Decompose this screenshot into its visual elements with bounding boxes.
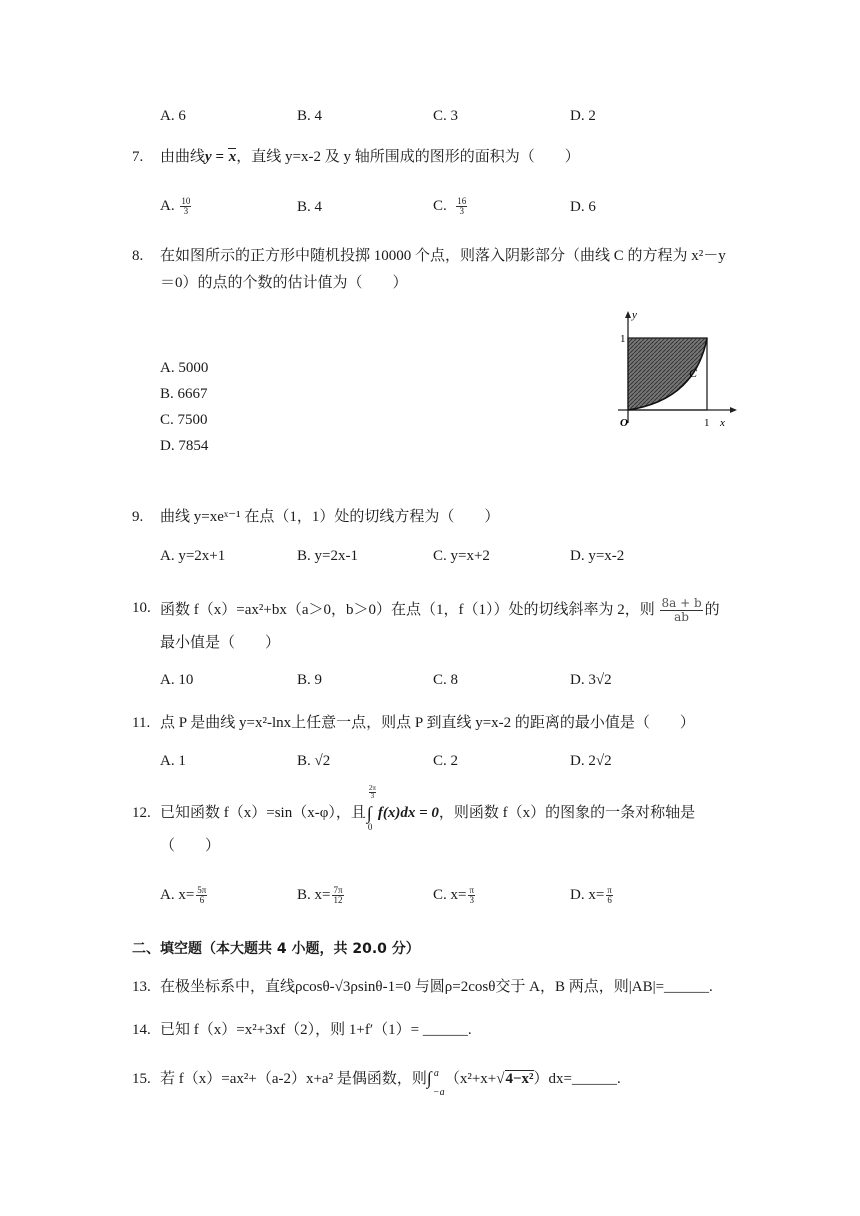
q10-option-b: B. 9 [297,672,323,688]
q12-stem-line2: （ ） [160,838,221,854]
q11-option-b: B. √2 [297,753,331,769]
q14-stem: 已知 f（x）=x²+3xf（2），则 1+f′（1）= ______. [160,1022,472,1038]
q10-option-a: A. 10 [160,672,194,688]
q7-stem-a: 由曲线 [160,149,206,165]
q9-option-c: C. y=x+2 [433,548,490,564]
q11-stem: 点 P 是曲线 y=x²-lnx上任意一点，则点 P 到直线 y=x-2 的距离的最小值是（ ） [160,715,695,731]
q12-option-d: D. x= $\frac{\pi}{6}$ [570,885,612,905]
q15-integral: ∫ a −a [426,1067,445,1098]
q8-stem-line2: ＝0）的点的个数的估计值为（ ） [160,275,408,291]
q10-option-c: C. 8 [433,672,459,688]
q8-figure [610,305,740,435]
q13-stem: 在极坐标系中，直线ρcosθ-√3ρsinθ-1=0 与圆ρ=2cosθ交于 A，B 两点，则|AB|=______. [160,979,713,995]
q9-option-d: D. y=x-2 [570,548,625,564]
q15-sqrt: 4−x² [505,1071,534,1087]
q8-origin: O [620,417,628,429]
q8-option-b: B. 6667 [160,386,208,402]
q9-option-b: B. y=2x-1 [297,548,358,564]
q9-stem: 曲线 y=xeˣ⁻¹ 在点（1，1）处的切线方程为（ ） [160,509,500,525]
q9-option-a: A. y=2x+1 [160,548,226,564]
q10-option-d: D. 3√2 [570,672,612,688]
q10-option-d-value: 3√2 [588,672,612,688]
q7-option-b: B. 4 [297,199,323,215]
q11-number: 11. [132,715,151,731]
q11-option-b-value: √2 [314,753,331,769]
q13-number: 13. [132,979,151,995]
q8-stem-line1: 在如图所示的正方形中随机投掷 10000 个点，则落入阴影部分（曲线 C 的方程为 x²－y [160,248,726,264]
q8-one-x: 1 [704,417,710,429]
q7-number: 7. [132,149,144,165]
q12-upper-limit: 2π 3 [368,783,376,800]
q8-curve-label: C [689,366,698,380]
q10-stem-line2: 最小值是（ ） [160,635,281,651]
q10-stem-line1: 函数 f（x）=ax²+bx（a＞0，b＞0）在点（1，f（1））处的切线斜率为 2，则 $\frac{8a + b}{ab}$ 的 [160,596,720,624]
q8-option-c: C. 7500 [160,412,208,428]
q7-option-c: C. $\frac{16}{3}$ [433,196,467,216]
q8-x-label: x [720,417,725,429]
q12-option-b: B. x= $\frac{7\pi}{12}$ [297,885,343,905]
q12-option-a: A. x= $\frac{5\pi}{6}$ [160,885,207,905]
q6-option-b: B. 4 [297,108,323,124]
q12-stem: 已知函数 f（x）=sin（x-φ），且 2π 3 ∫ 0 f(x)dx = 0，则函数 f（x）的图象的一条对称轴是 [160,783,696,832]
q11-option-a: A. 1 [160,753,186,769]
q8-y-label: y [632,309,637,321]
q15-number: 15. [132,1071,151,1087]
q6-option-a: A. 6 [160,108,186,124]
q14-number: 14. [132,1022,151,1038]
q9-number: 9. [132,509,144,525]
q8-one-y: 1 [620,333,626,345]
q10-number: 10. [132,600,151,616]
q7-stem-b: ，直线 y=x-2 及 y 轴所围成的图形的面积为（ ） [236,149,580,165]
q7-option-d: D. 6 [570,199,596,215]
q12-option-c: C. x= $\frac{\pi}{3}$ [433,885,475,905]
q6-option-d: D. 2 [570,108,596,124]
q12-integrand: f(x)dx = 0 [377,805,439,821]
q8-option-a: A. 5000 [160,360,209,376]
q8-number: 8. [132,248,144,264]
q8-option-d: D. 7854 [160,438,209,454]
section-heading: 二、填空题（本大题共 4 小题，共 20.0 分） [132,941,420,957]
q7-option-a: A. $\frac{10}{3}$ [160,196,191,216]
q6-option-c: C. 3 [433,108,459,124]
q12-integral: 2π 3 ∫ 0 [366,783,376,832]
q11-option-d: D. 2√2 [570,753,612,769]
q12-number: 12. [132,805,151,821]
q7-stem: 由曲线y = x，直线 y=x-2 及 y 轴所围成的图形的面积为（ ） [160,149,580,165]
q15-stem: 若 f（x）=ax²+（a-2）x+a² 是偶函数，则 ∫ a −a （x²+x+√4−x²）dx=______. [160,1067,621,1098]
q11-option-c: C. 2 [433,753,459,769]
q11-option-d-value: 2√2 [588,753,612,769]
